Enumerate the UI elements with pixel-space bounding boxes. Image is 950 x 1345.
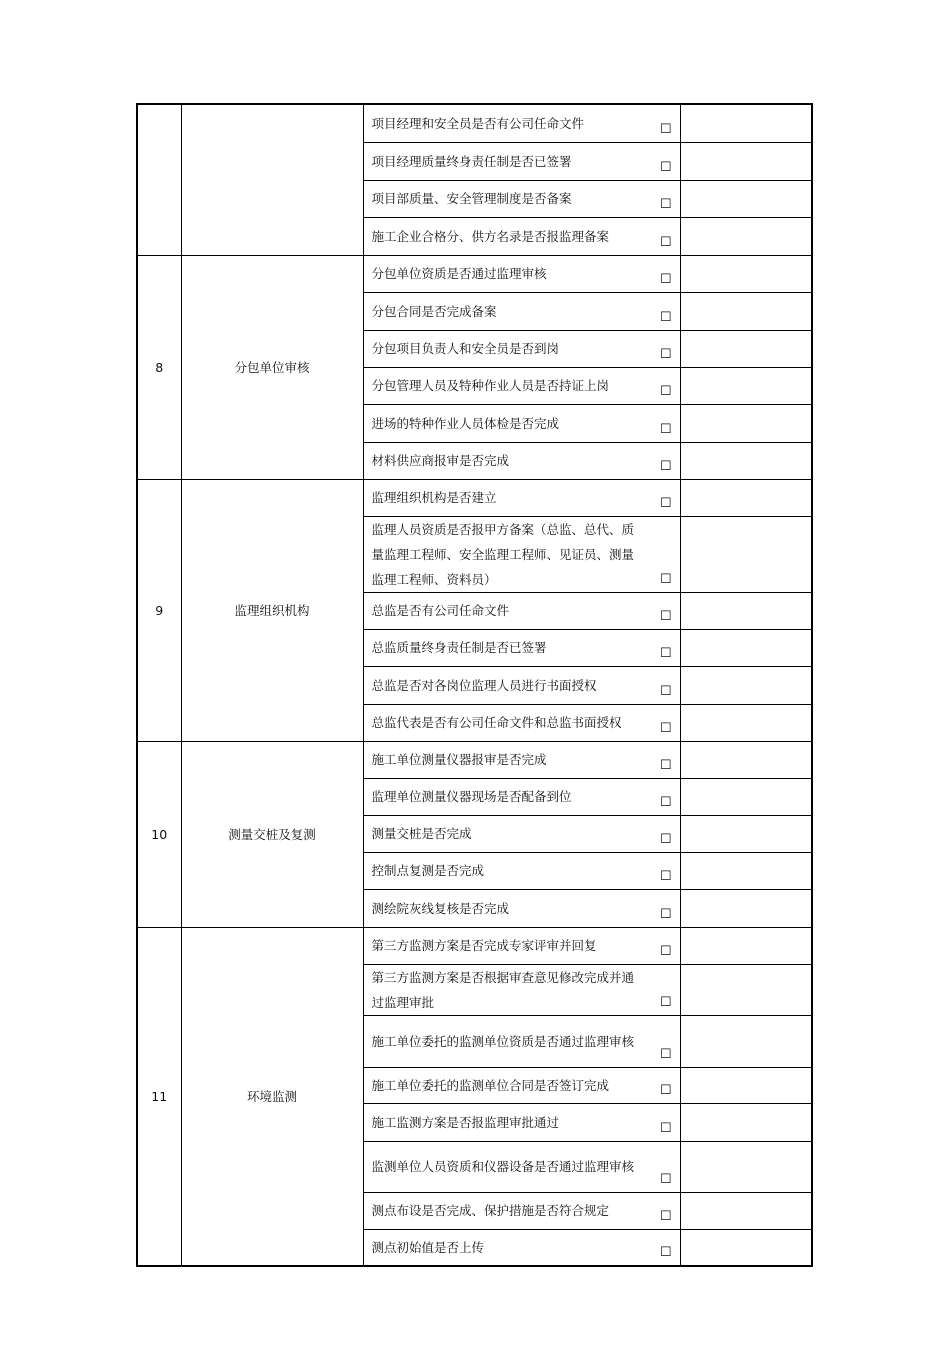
remark-cell	[680, 292, 812, 330]
remark-cell	[680, 1067, 812, 1103]
group-number	[137, 104, 181, 255]
remark-cell	[680, 330, 812, 367]
check-text: 测点布设是否完成、保护措施是否符合规定	[371, 1203, 610, 1218]
checkbox-icon[interactable]: ☐	[659, 720, 672, 736]
remark-cell	[680, 666, 812, 704]
check-text: 分包单位资质是否通过监理审核	[371, 266, 547, 281]
checkbox-icon[interactable]: ☐	[659, 645, 672, 661]
check-text: 监测单位人员资质和仪器设备是否通过监理审核	[371, 1159, 635, 1174]
table-row	[137, 104, 812, 142]
checkbox-icon[interactable]: ☐	[659, 1120, 672, 1136]
checkbox-icon[interactable]: ☐	[659, 234, 672, 250]
checkbox-icon[interactable]: ☐	[659, 1046, 672, 1062]
remark-cell	[680, 964, 812, 1015]
remark-cell	[680, 1103, 812, 1141]
checkbox-icon[interactable]: ☐	[659, 196, 672, 212]
group-item: 环境监测	[181, 927, 363, 1266]
check-text: 材料供应商报审是否完成	[371, 453, 510, 468]
check-content	[363, 1015, 680, 1067]
checklist-body	[137, 104, 812, 1266]
checkbox-icon[interactable]: ☐	[659, 383, 672, 399]
remark-cell	[680, 1192, 812, 1229]
remark-cell	[680, 217, 812, 255]
check-content	[363, 330, 680, 367]
remark-cell	[680, 778, 812, 815]
checkbox-icon[interactable]: ☐	[659, 309, 672, 325]
check-content	[363, 180, 680, 217]
check-text: 总监质量终身责任制是否已签署	[371, 640, 547, 655]
checkbox-icon[interactable]: ☐	[659, 757, 672, 773]
group-number: 10	[137, 741, 181, 927]
check-content	[363, 704, 680, 741]
group-item: 分包单位审核	[181, 255, 363, 479]
checkbox-icon[interactable]: ☐	[659, 458, 672, 474]
checkbox-icon[interactable]: ☐	[659, 831, 672, 847]
check-text: 第三方监测方案是否根据审查意见修改完成并通过监理审批	[371, 969, 635, 1010]
remark-cell	[680, 704, 812, 741]
checkbox-icon[interactable]: ☐	[659, 794, 672, 810]
checkbox-icon[interactable]: ☐	[659, 683, 672, 699]
check-text: 总监是否有公司任命文件	[371, 603, 510, 618]
check-content	[363, 479, 680, 516]
checkbox-icon[interactable]: ☐	[659, 495, 672, 511]
check-text: 施工单位测量仪器报审是否完成	[371, 752, 547, 767]
check-text: 监理人员资质是否报甲方备案（总监、总代、质量监理工程师、安全监理工程师、见证员、测量监理工程师、资料员）	[371, 521, 635, 587]
remark-cell	[680, 479, 812, 516]
check-text: 项目部质量、安全管理制度是否备案	[371, 191, 572, 206]
check-content	[363, 142, 680, 180]
remark-cell	[680, 142, 812, 180]
check-content	[363, 592, 680, 629]
checkbox-icon[interactable]: ☐	[659, 571, 672, 587]
remark-cell	[680, 442, 812, 479]
check-text: 项目经理质量终身责任制是否已签署	[371, 153, 572, 169]
check-content	[363, 1067, 680, 1103]
check-content	[363, 889, 680, 927]
remark-cell	[680, 1229, 812, 1266]
check-content	[363, 1192, 680, 1229]
remark-cell	[680, 889, 812, 927]
remark-cell	[680, 592, 812, 629]
checkbox-icon[interactable]: ☐	[659, 271, 672, 287]
group-number: 11	[137, 927, 181, 1266]
check-content	[363, 1141, 680, 1192]
check-content	[363, 292, 680, 330]
remark-cell	[680, 1141, 812, 1192]
check-content	[363, 1229, 680, 1266]
check-text: 施工单位委托的监测单位资质是否通过监理审核	[371, 1033, 635, 1049]
remark-cell	[680, 367, 812, 404]
check-content	[363, 927, 680, 964]
check-text: 总监代表是否有公司任命文件和总监书面授权	[371, 715, 622, 730]
check-text: 总监是否对各岗位监理人员进行书面授权	[371, 677, 597, 693]
check-text: 施工单位委托的监测单位合同是否签订完成	[371, 1077, 610, 1093]
check-content	[363, 852, 680, 889]
checkbox-icon[interactable]: ☐	[659, 608, 672, 624]
checkbox-icon[interactable]: ☐	[659, 943, 672, 959]
checkbox-icon[interactable]: ☐	[659, 1245, 672, 1260]
check-text: 分包合同是否完成备案	[371, 303, 497, 319]
checkbox-icon[interactable]: ☐	[659, 906, 672, 922]
check-text: 测量交桩是否完成	[371, 826, 472, 841]
check-content	[363, 217, 680, 255]
check-text: 项目经理和安全员是否有公司任命文件	[371, 115, 585, 131]
remark-cell	[680, 516, 812, 592]
checkbox-icon[interactable]: ☐	[659, 121, 672, 137]
group-number: 9	[137, 479, 181, 741]
checkbox-icon[interactable]: ☐	[659, 346, 672, 362]
check-content	[363, 964, 680, 1015]
remark-cell	[680, 741, 812, 778]
remark-cell	[680, 927, 812, 964]
check-content	[363, 442, 680, 479]
checklist-table	[136, 103, 813, 1267]
remark-cell	[680, 1015, 812, 1067]
check-text: 分包管理人员及特种作业人员是否持证上岗	[371, 378, 610, 393]
check-content	[363, 404, 680, 442]
check-content	[363, 1103, 680, 1141]
check-text: 监理组织机构是否建立	[371, 490, 497, 505]
check-content	[363, 367, 680, 404]
remark-cell	[680, 104, 812, 142]
checkbox-icon[interactable]: ☐	[659, 1082, 672, 1098]
check-content	[363, 104, 680, 142]
check-content	[363, 741, 680, 778]
remark-cell	[680, 852, 812, 889]
remark-cell	[680, 815, 812, 852]
check-content	[363, 629, 680, 666]
checkbox-icon[interactable]: ☐	[659, 421, 672, 437]
remark-cell	[680, 404, 812, 442]
check-text: 进场的特种作业人员体检是否完成	[371, 415, 560, 431]
checkbox-icon[interactable]: ☐	[659, 159, 672, 175]
group-number: 8	[137, 255, 181, 479]
group-item	[181, 104, 363, 255]
checkbox-icon[interactable]: ☐	[659, 1171, 672, 1187]
check-content	[363, 255, 680, 292]
group-item: 监理组织机构	[181, 479, 363, 741]
checkbox-icon[interactable]: ☐	[659, 1208, 672, 1224]
table-row	[137, 741, 812, 778]
remark-cell	[680, 255, 812, 292]
table-row	[137, 255, 812, 292]
check-content	[363, 815, 680, 852]
checkbox-icon[interactable]: ☐	[659, 994, 672, 1010]
check-text: 分包项目负责人和安全员是否到岗	[371, 341, 560, 356]
table-row	[137, 927, 812, 964]
table-row	[137, 479, 812, 516]
check-text: 控制点复测是否完成	[371, 863, 485, 878]
group-item: 测量交桩及复测	[181, 741, 363, 927]
check-content	[363, 516, 680, 592]
checkbox-icon[interactable]: ☐	[659, 868, 672, 884]
remark-cell	[680, 180, 812, 217]
check-text: 第三方监测方案是否完成专家评审并回复	[371, 938, 597, 953]
remark-cell	[680, 629, 812, 666]
check-content	[363, 666, 680, 704]
check-text: 测点初始值是否上传	[371, 1239, 485, 1255]
check-text: 施工监测方案是否报监理审批通过	[371, 1114, 560, 1130]
check-text: 测绘院灰线复核是否完成	[371, 900, 510, 916]
check-content	[363, 778, 680, 815]
check-text: 监理单位测量仪器现场是否配备到位	[371, 789, 572, 804]
check-text: 施工企业合格分、供方名录是否报监理备案	[371, 228, 610, 244]
